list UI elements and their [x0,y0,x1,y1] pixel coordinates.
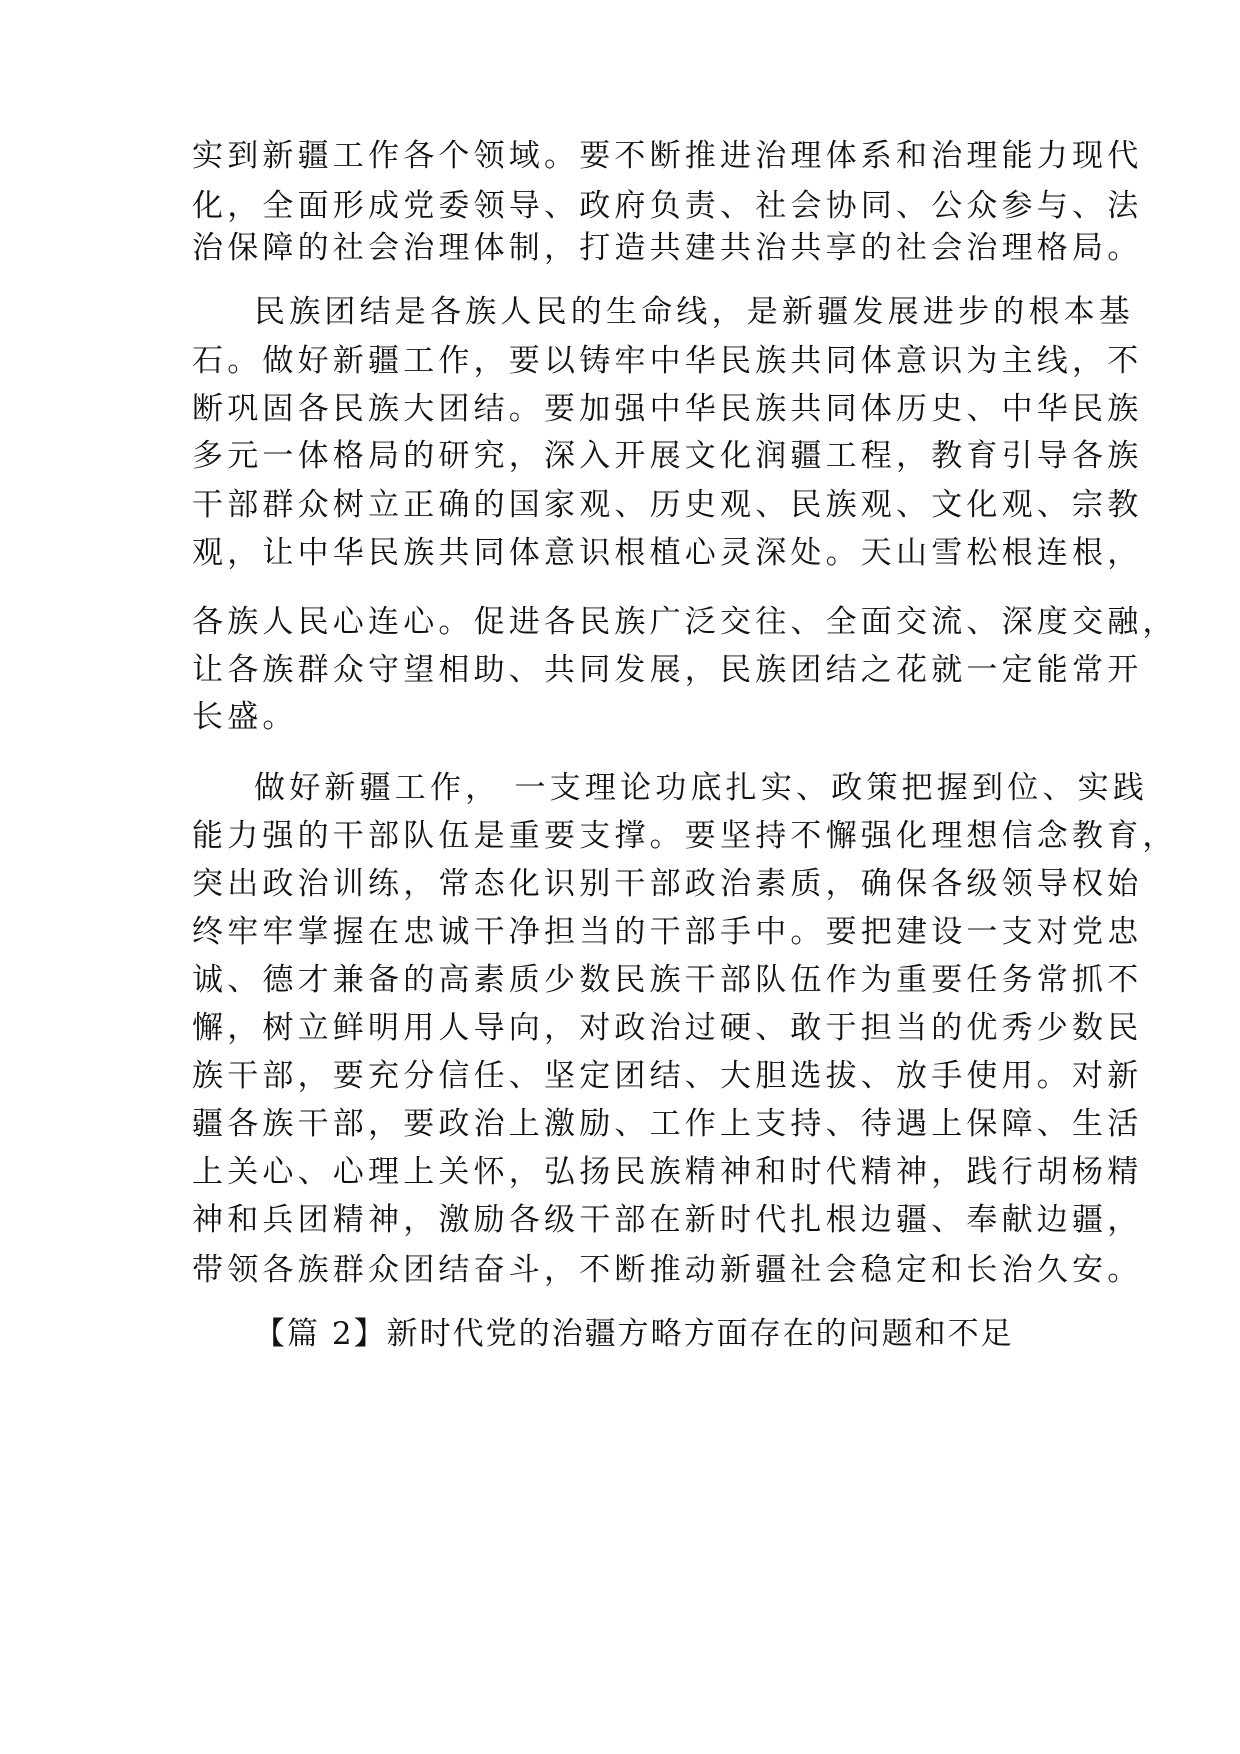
text-line: 民族团结是各族人民的生命线，是新疆发展进步的根本基 [254,294,1134,330]
text-line: 族干部，要充分信任、坚定团结、大胆选拔、放手使用。对新 [192,1058,1143,1094]
text-line: 化，全面形成党委领导、政府负责、社会协同、公众参与、法 [192,188,1143,224]
text-line: 实到新疆工作各个领域。要不断推进治理体系和治理能力现代 [192,138,1143,174]
text-line: 上关心、心理上关怀，弘扬民族精神和时代精神，践行胡杨精 [192,1154,1143,1190]
text-line: 多元一体格局的研究，深入开展文化润疆工程，教育引导各族 [192,438,1143,474]
text-line: 让各族群众守望相助、共同发展，民族团结之花就一定能常开 [192,652,1143,688]
text-line: 断巩固各民族大团结。要加强中华民族共同体历史、中华民族 [192,391,1143,427]
text-line: 疆各族干部，要政治上激励、工作上支持、待遇上保障、生活 [192,1106,1143,1142]
text-line: 观，让中华民族共同体意识根植心灵深处。天山雪松根连根， [192,535,1143,571]
text-line: 治保障的社会治理体制，打造共建共治共享的社会治理格局。 [192,230,1143,266]
text-line: 各族人民心连心。促进各民族广泛交往、全面交流、深度交融， [192,604,1178,640]
text-line: 神和兵团精神，激励各级干部在新时代扎根边疆、奉献边疆， [192,1202,1143,1238]
text-line: 干部群众树立正确的国家观、历史观、民族观、文化观、宗教 [192,487,1143,523]
text-line: 石。做好新疆工作，要以铸牢中华民族共同体意识为主线，不 [192,343,1143,379]
text-line: 能力强的干部队伍是重要支撑。要坚持不懈强化理想信念教育， [192,818,1178,854]
text-line: 带领各族群众团结奋斗，不断推动新疆社会稳定和长治久安。 [192,1252,1143,1288]
text-line: 长盛。 [192,699,298,735]
text-line: 做好新疆工作， 一支理论功底扎实、政策把握到位、实践 [254,770,1149,806]
text-line: 懈，树立鲜明用人导向，对政治过硬、敢于担当的优秀少数民 [192,1010,1143,1046]
text-line: 终牢牢掌握在忠诚干净担当的干部手中。要把建设一支对党忠 [192,914,1143,950]
section-heading: 【篇 2】新时代党的治疆方略方面存在的问题和不足 [254,1316,1014,1352]
text-line: 突出政治训练，常态化识别干部政治素质，确保各级领导权始 [192,866,1143,902]
text-line: 诚、德才兼备的高素质少数民族干部队伍作为重要任务常抓不 [192,962,1143,998]
